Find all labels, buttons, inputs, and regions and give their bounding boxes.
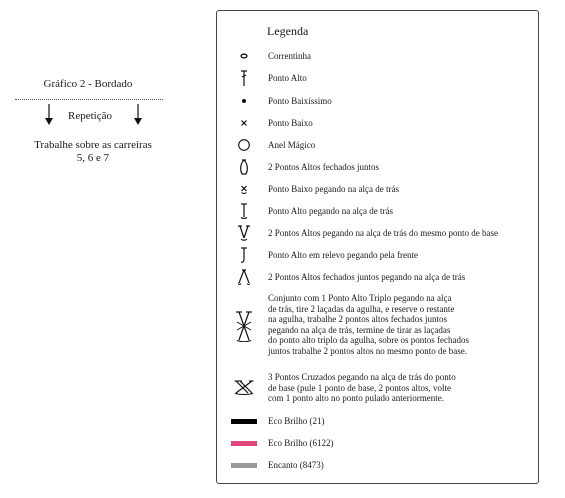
legend-label-line: 3 Pontos Cruzados pegando na alça de trás do ponto — [268, 372, 456, 382]
legend-label: Ponto Alto pegando na alça de trás — [268, 206, 393, 216]
legend-label: Ponto Alto em relevo pegando pela frente — [268, 250, 418, 260]
legend-label: 2 Pontos Altos fechados juntos — [268, 162, 380, 172]
legend-label: Ponto Baixo pegando na alça de trás — [268, 184, 399, 194]
legend-label: 2 Pontos Altos fechados juntos pegando na alça de trás — [268, 272, 466, 282]
repeat-end-arrow-icon — [133, 104, 143, 126]
legend-label: Ponto Alto — [268, 73, 307, 83]
work-instructions — [0, 139, 186, 165]
sc-back-loop-icon — [229, 178, 259, 200]
legend-label-line: Conjunto com 1 Ponto Alto Triplo pegando na alça — [268, 293, 452, 303]
single-crochet-icon — [229, 112, 259, 134]
treble-cluster-icon — [229, 311, 259, 341]
legend-label-line: juntos trabalhe 2 pontos altos no mesmo ponto de base. — [268, 345, 467, 356]
legend-label — [268, 293, 469, 356]
legend-label — [268, 372, 456, 404]
magic-ring-icon — [229, 134, 259, 156]
legend-label: Ponto Baixo — [268, 118, 313, 128]
legend-label: Correntinha — [268, 51, 311, 61]
legend-label-line: com 1 ponto alto no ponto pulado anteriormente. — [268, 393, 444, 403]
dc2tog-back-loop-icon — [229, 266, 259, 288]
yarn-color-swatch — [229, 454, 259, 476]
chain-stitch-icon — [229, 45, 259, 67]
yarn-color-swatch — [229, 432, 259, 454]
legend-label-line: de trás, tire 2 laçadas da agulha, e reserve o restante — [268, 303, 455, 314]
color-bar — [231, 441, 257, 446]
crossed-dc-icon — [229, 376, 259, 398]
chart-title: Gráfico 2 - Bordado — [43, 78, 133, 90]
legend-label-line: do ponto alto triplo da agulha, sobre os pontos fechados — [268, 335, 469, 345]
dc-back-loop-icon — [229, 200, 259, 222]
legend-label: Eco Brilho (6122) — [268, 438, 334, 448]
legend-label-line: pegando na alça de trás, termine de tirar as laçadas — [268, 324, 451, 335]
legend-title: Legenda — [267, 24, 309, 38]
color-bar — [231, 463, 257, 468]
instructions-line-1: Trabalhe sobre as carreiras — [34, 139, 152, 151]
legend-label: Ponto Baixíssimo — [268, 96, 332, 106]
front-post-dc-icon — [229, 244, 259, 266]
legend-label-line: na agulha, trabalhe 2 pontos altos fechados juntos — [268, 314, 447, 324]
legend-label: Encanto (8473) — [268, 460, 324, 470]
legend-label: Eco Brilho (21) — [268, 416, 325, 426]
legend-label: 2 Pontos Altos pegando na alça de trás do mesmo ponto de base — [268, 228, 498, 238]
legend-label-line: de base (pule 1 ponto de base, 2 pontos altos, volte — [268, 382, 451, 393]
dc-increase-back-loop-icon — [229, 222, 259, 244]
repeat-label: Repetição — [68, 110, 112, 122]
double-crochet-icon — [229, 67, 259, 89]
color-bar — [231, 419, 257, 424]
instructions-line-2: 5, 6 e 7 — [76, 152, 110, 164]
legend-box — [216, 10, 539, 484]
legend-label: Anel Mágico — [268, 140, 316, 150]
dc2tog-icon — [229, 156, 259, 178]
yarn-color-swatch — [229, 410, 259, 432]
repeat-dotted-line — [15, 99, 163, 100]
slip-stitch-icon — [229, 90, 259, 112]
